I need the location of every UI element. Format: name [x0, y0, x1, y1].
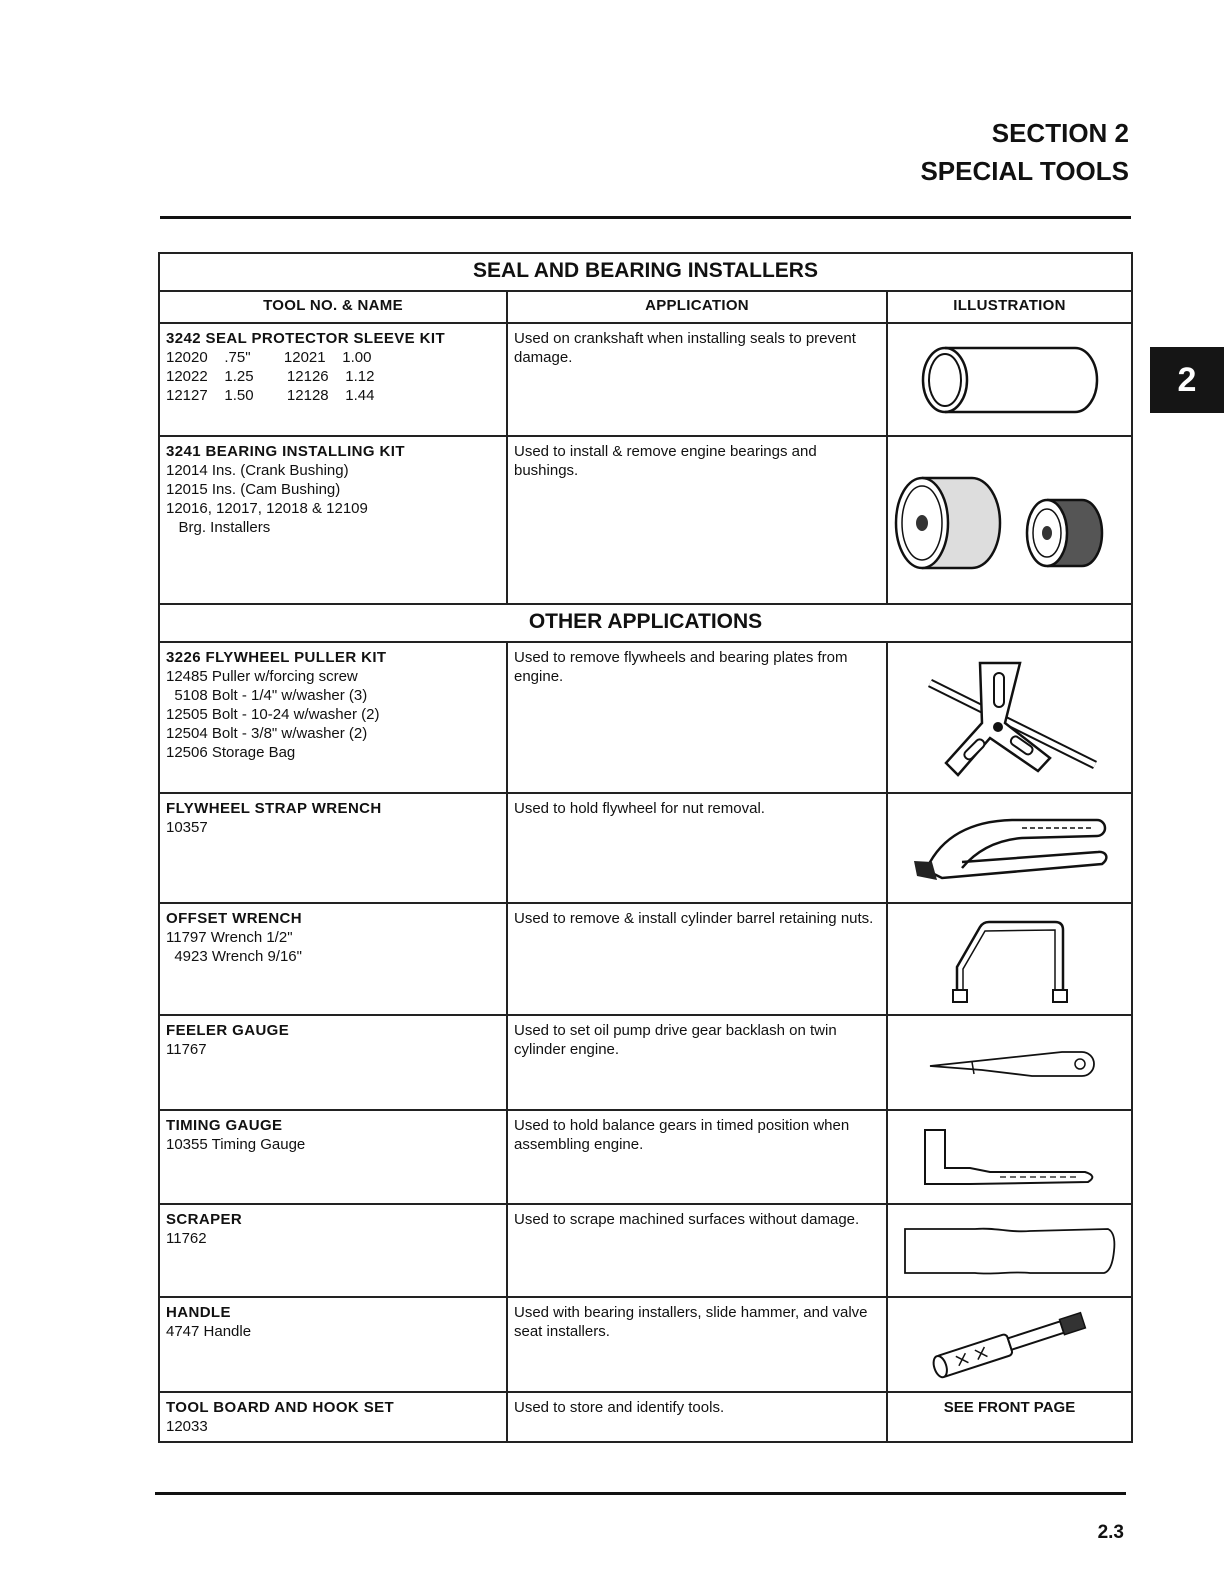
tool-line: 12020 .75" 12021 1.00 — [166, 349, 372, 366]
tool-name: 3242 SEAL PROTECTOR SLEEVE KIT — [166, 330, 446, 347]
application-text: Used to hold flywheel for nut removal. — [507, 793, 887, 903]
section-number: SECTION 2 — [991, 118, 1129, 148]
application-text: Used to store and identify tools. — [507, 1392, 887, 1442]
tool-cell — [159, 1204, 507, 1297]
column-header-illustration: ILLUSTRATION — [887, 291, 1132, 323]
illustration-cell — [887, 1015, 1132, 1110]
page-number: 2.3 — [1097, 1522, 1124, 1543]
tool-cell — [159, 436, 507, 604]
tool-line: 12506 Storage Bag — [166, 744, 296, 761]
tool-line: 12014 Ins. (Crank Bushing) — [166, 462, 349, 479]
tool-line: 12033 — [166, 1418, 208, 1435]
tool-line: Brg. Installers — [166, 519, 271, 536]
tool-cell — [159, 1015, 507, 1110]
section-heading-seal: SEAL AND BEARING INSTALLERS — [159, 253, 1132, 291]
tool-name: HANDLE — [166, 1304, 231, 1321]
tool-cell — [159, 642, 507, 793]
strap-wrench-icon — [902, 806, 1117, 891]
illustration-cell — [887, 1110, 1132, 1204]
scraper-icon — [900, 1223, 1120, 1278]
tool-name: FLYWHEEL STRAP WRENCH — [166, 800, 382, 817]
column-header-tool: TOOL NO. & NAME — [159, 291, 507, 323]
flywheel-puller-icon — [910, 653, 1110, 783]
application-text: Used to hold balance gears in timed position when assembling engine. — [507, 1110, 887, 1204]
illustration-cell — [887, 642, 1132, 793]
illustration-cell — [887, 436, 1132, 604]
illustration-cell — [887, 1297, 1132, 1392]
tool-line: 11762 — [166, 1230, 207, 1247]
bearing-installer-icon — [892, 460, 1127, 580]
handle-icon — [915, 1307, 1105, 1382]
sleeve-icon — [915, 340, 1105, 420]
table-row — [159, 436, 1132, 604]
illustration-cell — [887, 793, 1132, 903]
tool-line: 4747 Handle — [166, 1323, 252, 1340]
page-title: SPECIAL TOOLS — [920, 156, 1129, 186]
column-header-application: APPLICATION — [507, 291, 887, 323]
see-front-page-note: SEE FRONT PAGE — [887, 1392, 1132, 1442]
tool-cell — [159, 793, 507, 903]
tool-line: 11797 Wrench 1/2" — [166, 929, 293, 946]
tool-cell — [159, 1392, 507, 1442]
application-text: Used to set oil pump drive gear backlash on twin cylinder engine. — [507, 1015, 887, 1110]
table-row — [159, 903, 1132, 1015]
tool-name: TIMING GAUGE — [166, 1117, 283, 1134]
tool-line: 12505 Bolt - 10-24 w/washer (2) — [166, 706, 380, 723]
bottom-rule — [155, 1492, 1126, 1495]
top-rule — [160, 216, 1131, 219]
table-row — [159, 642, 1132, 793]
table-row — [159, 1204, 1132, 1297]
section-heading-other: OTHER APPLICATIONS — [159, 604, 1132, 642]
application-text: Used with bearing installers, slide hammer, and valve seat installers. — [507, 1297, 887, 1392]
application-text: Used on crankshaft when installing seals to prevent damage. — [507, 323, 887, 436]
table-row — [159, 1392, 1132, 1442]
tool-cell — [159, 903, 507, 1015]
feeler-gauge-icon — [922, 1038, 1097, 1088]
tool-line: 12127 1.50 12128 1.44 — [166, 387, 375, 404]
timing-gauge-icon — [910, 1122, 1110, 1192]
section-tab: 2 — [1150, 347, 1224, 413]
illustration-cell — [887, 323, 1132, 436]
tool-cell — [159, 323, 507, 436]
offset-wrench-icon — [935, 912, 1085, 1007]
illustration-cell — [887, 1204, 1132, 1297]
tool-line: 10355 Timing Gauge — [166, 1136, 306, 1153]
table-row — [159, 1110, 1132, 1204]
application-text: Used to scrape machined surfaces without damage. — [507, 1204, 887, 1297]
tool-cell — [159, 1110, 507, 1204]
tool-name: SCRAPER — [166, 1211, 243, 1228]
special-tools-table — [158, 252, 1133, 1443]
tool-name: TOOL BOARD AND HOOK SET — [166, 1399, 395, 1416]
application-text: Used to remove flywheels and bearing plates from engine. — [507, 642, 887, 793]
tool-line: 12016, 12017, 12018 & 12109 — [166, 500, 368, 517]
tool-line: 12485 Puller w/forcing screw — [166, 668, 358, 685]
tool-name: 3226 FLYWHEEL PULLER KIT — [166, 649, 387, 666]
table-row — [159, 793, 1132, 903]
tool-line: 4923 Wrench 9/16" — [166, 948, 302, 965]
application-text: Used to install & remove engine bearings and bushings. — [507, 436, 887, 604]
tool-cell — [159, 1297, 507, 1392]
tool-line: 10357 — [166, 819, 208, 836]
table-row — [159, 1297, 1132, 1392]
tool-name: OFFSET WRENCH — [166, 910, 303, 927]
illustration-cell — [887, 903, 1132, 1015]
table-row — [159, 323, 1132, 436]
tool-name: FEELER GAUGE — [166, 1022, 290, 1039]
tool-line: 12015 Ins. (Cam Bushing) — [166, 481, 341, 498]
tool-line: 12022 1.25 12126 1.12 — [166, 368, 375, 385]
tool-line: 12504 Bolt - 3/8" w/washer (2) — [166, 725, 368, 742]
tool-line: 11767 — [166, 1041, 207, 1058]
application-text: Used to remove & install cylinder barrel retaining nuts. — [507, 903, 887, 1015]
tool-line: 5108 Bolt - 1/4" w/washer (3) — [166, 687, 368, 704]
tool-name: 3241 BEARING INSTALLING KIT — [166, 443, 405, 460]
table-row — [159, 1015, 1132, 1110]
